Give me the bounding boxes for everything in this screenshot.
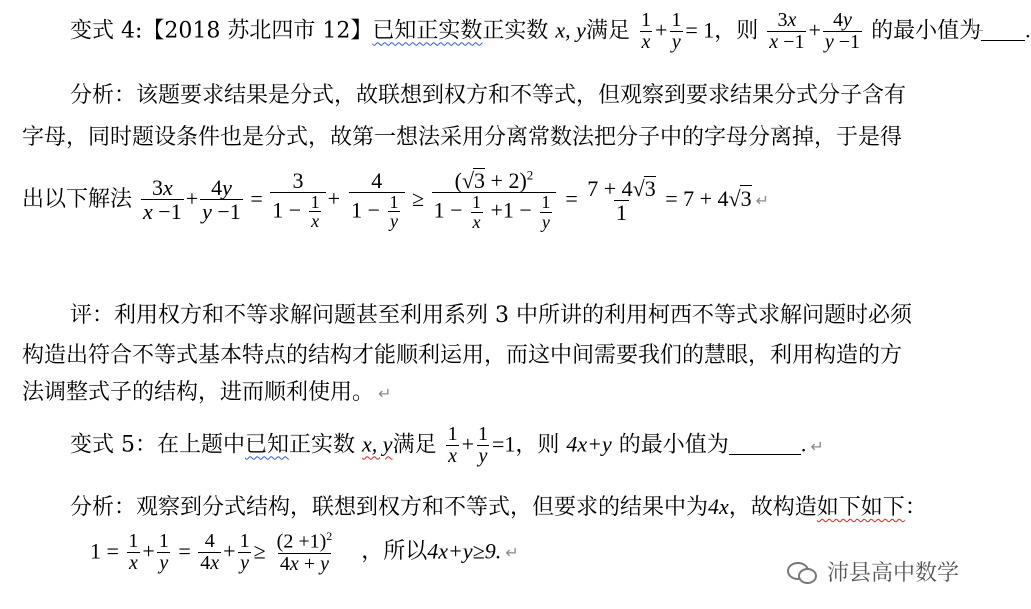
exercise-5-analysis-line: 分析：观察到分式结构，联想到权方和不等式，但要求的结果中为4x，故构造如下如下： xyxy=(70,494,927,520)
exercise-5-solution-line: 1 = $\frac{1}{x}$ + $\frac{1}{y}$ = $\frac{4}{4x}$ + $\frac{1}{y}$ ≥ $\frac{(2 +1)^2}{4x + y}$ ，所以4x+y≥9. ↵ xyxy=(90,529,519,575)
frac-4y: $\frac{4y}{y -1}$ xyxy=(824,9,861,53)
exercise-4-vars: x, y xyxy=(555,17,586,43)
comment-line-3: 法调整式子的结构，进而顺利使用。 ↵ xyxy=(22,380,392,405)
exercise-4-cond-tail: = 1，则 xyxy=(685,17,759,43)
analysis-solution-line: 出以下解法 $\frac{3x}{x -1}$ + $\frac{4y}{y -1}$ = 3 1 − $\frac{1}{x}$ + 4 1 − $\frac{1}{y}$ ≥ $(√3 + 2)^2$ 1 − $\frac{1}{x}$ +1 − $\frac{1}{y}$ = $\frac{7 + 4√3}{1}$ = 7 + 4√3 ↵ xyxy=(22,167,770,232)
comment-line-2: 构造出符合不等式基本特点的结构才能顺利运用，而这中间需要我们的慧眼，利用构造的方 xyxy=(22,343,903,368)
analysis-line-2: 字母，同时题设条件也是分式，故第一想法采用分离常数法把分子中的字母分离掉，于是得 xyxy=(22,125,903,150)
exercise-4-ask: 的最小值为 xyxy=(871,18,982,44)
exercise-4-line: 变式 4:【2018 苏北四市 12】已知正实数正实数 x, y满足 $\frac{1}{x}$ + $\frac{1}{y}$ = 1，则 $\frac{3x}{x -1}$ + $\frac{4y}{y -1}$ 的最小值为 . xyxy=(70,9,1031,53)
comment-line-1: 评：利用权方和不等求解问题甚至利用系列 3 中所讲的利用柯西不等式求解问题时必须 xyxy=(70,303,912,328)
return-mark: ↵ xyxy=(378,384,392,403)
return-mark: ↵ xyxy=(755,190,770,210)
exercise-5-vars: x, y xyxy=(362,431,393,457)
frac-1-over-y: $\frac{1}{y}$ xyxy=(671,9,682,53)
analysis-line-1: 分析：该题要求结果是分式，故联想到权方和不等式，但观察到要求结果分式分子含有 xyxy=(70,83,907,108)
analysis-line-3-lead: 出以下解法 xyxy=(22,186,133,212)
exercise-5-line: 变式 5：在上题中已知正实数 x, y满足 $\frac{1}{x}$ + $\frac{1}{y}$ =1，则 4x+y 的最小值为 . ↵ xyxy=(70,423,824,467)
answer-blank xyxy=(729,454,801,455)
exercise-4-known: 已知正实数 xyxy=(372,18,483,44)
watermark-text: 沛县高中数学 xyxy=(826,561,959,586)
exercise-5-known: 已知 xyxy=(245,432,290,458)
exercise-4-satisfy: 满足 xyxy=(585,18,630,44)
exercise-5-result: 4x+y≥9. xyxy=(427,538,502,564)
real-number-word: 正实数 xyxy=(482,18,549,44)
wechat-icon xyxy=(787,560,817,584)
exercise-4-lead: 变式 4:【2018 苏北四市 12】 xyxy=(70,18,373,44)
watermark xyxy=(787,556,959,587)
answer-blank xyxy=(981,40,1025,41)
frac-1-over-x: $\frac{1}{x}$ xyxy=(640,9,651,53)
exercise-5-target: 4x+y xyxy=(566,431,612,457)
margin-mark xyxy=(972,18,983,31)
frac-3x: $\frac{3x}{x -1}$ xyxy=(769,9,805,53)
